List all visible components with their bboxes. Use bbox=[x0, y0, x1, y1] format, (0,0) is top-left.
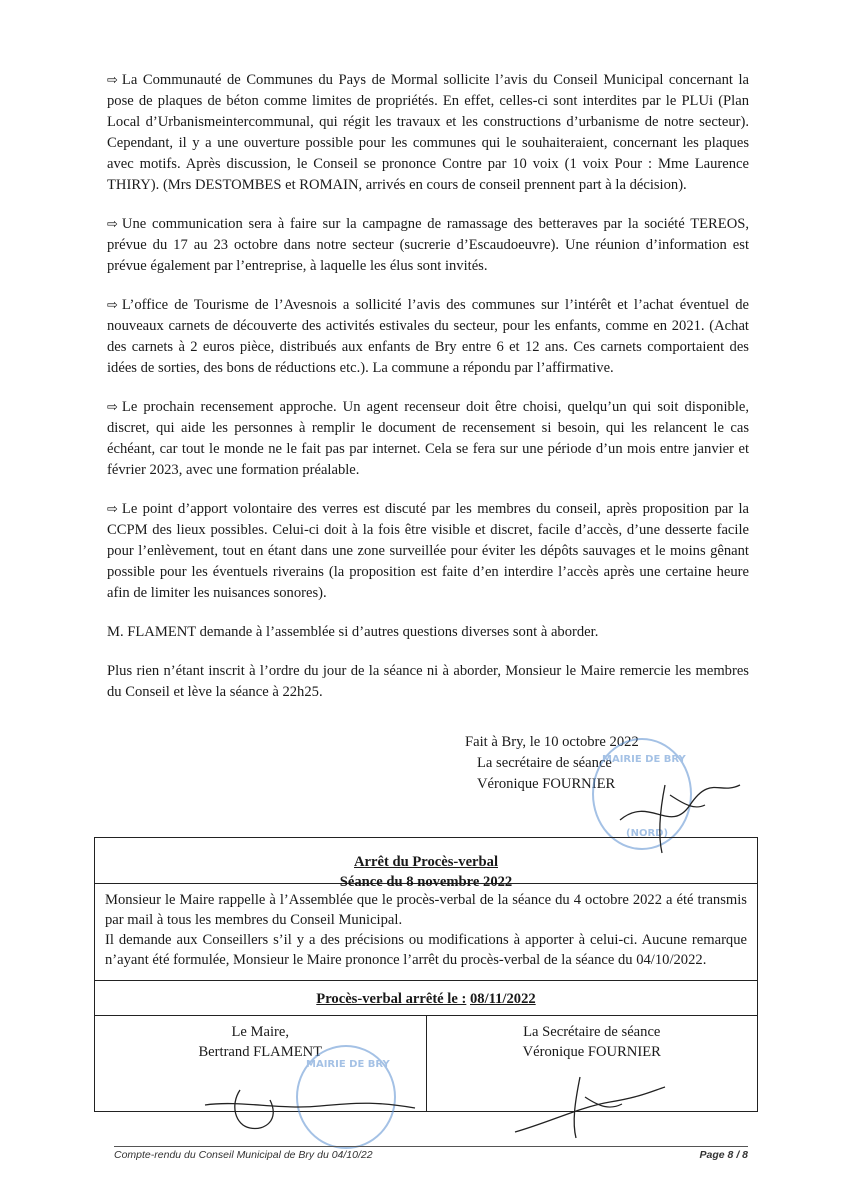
paragraph-questions: M. FLAMENT demande à l’assemblée si d’autres questions diverses sont à aborder. bbox=[107, 624, 599, 640]
secretary-name: Véronique FOURNIER bbox=[477, 776, 616, 792]
arrow-icon: ⇨ bbox=[107, 400, 118, 415]
box-subtitle: Séance du 8 novembre 2022 bbox=[339, 874, 513, 890]
secretaire-name: Véronique FOURNIER bbox=[522, 1044, 661, 1060]
paragraph-verres: ⇨ Le point d’apport volontaire des verres est discuté par les membres du conseil, après proposition par la CCPM des lieux possibles. Celui-ci doit à la fois être visible et discret, facile d’accès, d’une desserte facile pour l’enlèvement, tout en étant dans une zone surveillée pour éviter les dépôts sauvages et le moins gênant possible pour les éventuels riverains (la proposition est faite d’en interdire l’accès après une certaine heure afin de limiter les nuisances sonores). bbox=[107, 501, 749, 601]
arrow-icon: ⇨ bbox=[107, 298, 118, 313]
box-body-text-2: Il demande aux Conseillers s’il y a des précisions ou modifications à apporter à celui-ci. Aucune remarque n’ayant été formulée, Monsieur le Maire prononce l’arrêt du procès-verbal de la séance du 04/10/2022. bbox=[105, 932, 747, 968]
arrete-label: Procès-verbal arrêté le : bbox=[316, 991, 467, 1007]
place-date: Fait à Bry, le 10 octobre 2022 bbox=[465, 734, 639, 750]
arrow-icon: ⇨ bbox=[107, 502, 118, 517]
box-body-text-1: Monsieur le Maire rappelle à l’Assemblée que le procès-verbal de la séance du 4 octobre 2022 a été transmis par mail à tous les membres du Conseil Municipal. bbox=[105, 892, 747, 928]
paragraph-tourisme: ⇨ L’office de Tourisme de l’Avesnois a sollicité l’avis des communes sur l’intérêt et l’achat éventuel de nouveaux carnets de découverte des activités estivales du secteur, pour les enfants, comme en 2021. (Achat des carnets à 2 euros pièce, distribués aux enfants de Bry entre 6 et 12 ans. Ces carnets comportaient des idées de sorties, des bons de réductions etc.). La commune a répondu par l’affirmative. bbox=[107, 297, 749, 376]
page-footer bbox=[114, 1146, 748, 1161]
arrow-icon: ⇨ bbox=[107, 73, 118, 88]
document-body bbox=[107, 70, 749, 721]
paragraph-cloture: Plus rien n’étant inscrit à l’ordre du jour de la séance ni à aborder, Monsieur le Maire remercie les membres du Conseil et lève la séance à 22h25. bbox=[107, 663, 749, 700]
footer-title: Compte-rendu du Conseil Municipal de Bry du 04/10/22 bbox=[114, 1149, 373, 1161]
arrow-icon: ⇨ bbox=[107, 217, 118, 232]
signature-scribble-secretaire bbox=[510, 1072, 670, 1142]
box-title: Arrêt du Procès-verbal bbox=[354, 854, 498, 870]
arrete-date: 08/11/2022 bbox=[470, 991, 536, 1007]
box-body bbox=[95, 884, 757, 981]
signature-scribble-maire bbox=[200, 1080, 420, 1140]
stamp-text-top: MAIRIE DE BRY bbox=[602, 754, 686, 765]
secretary-role: La secrétaire de séance bbox=[477, 755, 612, 771]
paragraph-tereos: ⇨ Une communication sera à faire sur la campagne de ramassage des betteraves par la société TEREOS, prévue du 17 au 23 octobre dans notre secteur (sucrerie d’Escaudoeuvre). Une réunion d’information est prévue également par l’entreprise, à laquelle les élus sont invités. bbox=[107, 216, 749, 274]
maire-name: Bertrand FLAMENT bbox=[198, 1044, 323, 1060]
box-header bbox=[95, 838, 757, 890]
arrete-line bbox=[95, 981, 757, 1016]
paragraph-recensement: ⇨ Le prochain recensement approche. Un agent recenseur doit être choisi, quelqu’un qui soit disponible, discret, qui aide les personnes à remplir le document de recensement si besoin, qui les relancent le cas échéant, car tout le monde ne le fait pas par internet. Cela se fera sur une période d’un mois entre janvier et février 2023, avec une formation préalable. bbox=[107, 399, 749, 478]
secretaire-role: La Secrétaire de séance bbox=[523, 1024, 661, 1040]
stamp-text-bottom: (NORD) bbox=[626, 828, 669, 839]
stamp-text-bottom-seal: MAIRIE DE BRY bbox=[306, 1059, 390, 1070]
page-number: Page 8 / 8 bbox=[699, 1149, 748, 1161]
paragraph-cc-mormal: ⇨ La Communauté de Communes du Pays de Mormal sollicite l’avis du Conseil Municipal concernant la pose de plaques de béton comme limites de propriétés. En effet, celles-ci sont interdites par le PLUi (Plan Local d’Urbanismeintercommunal, qui régit les travaux et les constructions d’urbanisme de notre secteur). Cependant, il y a une ouverture possible pour les communes qui le souhaiteraient, concernant les plaques avec motifs. Après discussion, le Conseil se prononce Contre par 10 voix (1 voix Pour : Mme Laurence THIRY). (Mrs DESTOMBES et ROMAIN, arrivés en cours de conseil prennent part à la décision). bbox=[107, 72, 749, 193]
arret-proces-verbal-box bbox=[94, 837, 758, 1112]
maire-role: Le Maire, bbox=[231, 1024, 290, 1040]
